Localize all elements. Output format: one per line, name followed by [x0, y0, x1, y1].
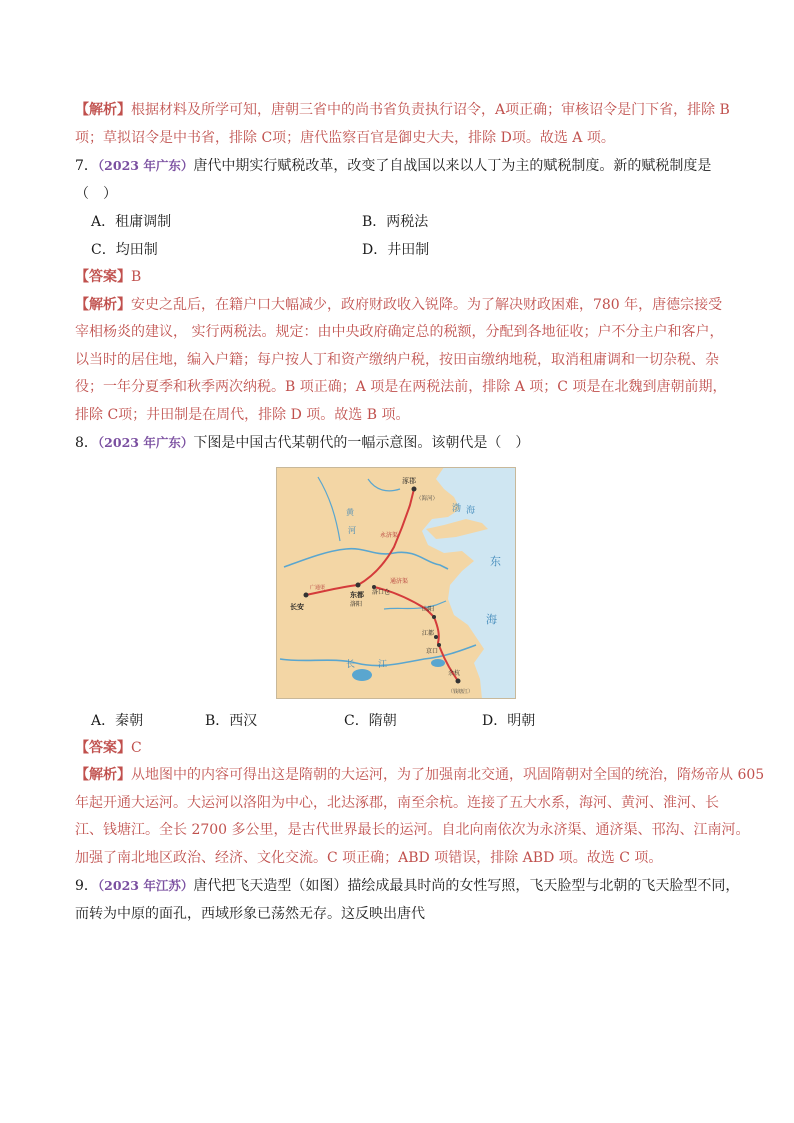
q9-number: 9． — [75, 878, 98, 894]
q8-analysis-line-3: 江、钱塘江。全长 2700 多公里，是古代世界最长的运河。自北向南依次为永济渠、通济渠、邗沟、江南河。 — [75, 822, 750, 838]
label-shanyang: 山阳 — [422, 605, 435, 613]
q8-stem-text: 下图是中国古代某朝代的一幅示意图。该朝代是（ ） — [193, 435, 530, 451]
changan-marker — [304, 592, 309, 597]
label-tongjiqu: 通济渠 — [390, 577, 409, 585]
document-page — [75, 97, 765, 928]
q8-option-c: C．隋朝 — [344, 712, 397, 729]
label-luoyang: 洛阳 — [350, 600, 363, 608]
q7-stem-line-1 — [75, 152, 725, 181]
zhuojun-marker — [412, 486, 417, 491]
label-bohai-2: 海 — [466, 505, 476, 516]
label-dongdu: 东都 — [350, 590, 364, 599]
q8-analysis-line-1 — [75, 762, 765, 790]
shanyang-marker — [432, 615, 436, 619]
q7-option-a: A．租庸调制 — [91, 214, 172, 230]
q6-analysis-line-2: 项；草拟诏令是中书省，排除 C项；唐代监察百官是御史大夫，排除 D项。故选 A 项。 — [75, 129, 615, 146]
luoyang-marker — [356, 582, 361, 587]
label-jiang: 江 — [378, 659, 388, 670]
label-jiangdu: 江都 — [422, 629, 435, 637]
q8-analysis-text-1: 从地图中的内容可得出这是隋朝的大运河，为了加强南北交通，巩固隋朝对全国的统治，隋炀帝从 605 — [131, 767, 765, 783]
q7-stem-text: 唐代中期实行赋税改革，改变了自战国以来以人丁为主的赋税制度。新的赋税制度是 — [193, 158, 712, 174]
label-dong: 东 — [490, 554, 501, 568]
analysis-label: 【解析】 — [75, 296, 131, 313]
q8-analysis-line-2: 年起开通大运河。大运河以洛阳为中心，北达涿郡，南至余杭。连接了五大水系，海河、黄河、淮河、长 — [75, 794, 719, 811]
q6-analysis-text-1: 根据材料及所学可知，唐朝三省中的尚书省负责执行诏令，A项正确；审核诏令是门下省，排除 B — [131, 102, 730, 118]
q9-stem-line-1 — [75, 872, 740, 901]
jiangdu-marker — [434, 635, 438, 639]
label-jingkou: 京口 — [426, 647, 439, 655]
lake-dongting — [352, 669, 372, 681]
q7-stem-line-2: （ ） — [75, 185, 117, 202]
q9-stem-line-2: 而转为中原的面孔，西域形象已荡然无存。这反映出唐代 — [75, 905, 425, 922]
label-changan: 长安 — [290, 602, 304, 611]
label-luokoucang: 洛口仓 — [372, 588, 391, 596]
q7-option-c: C．均田制 — [91, 242, 158, 258]
q7-number: 7． — [75, 158, 98, 174]
q7-options-row-1 — [75, 208, 725, 236]
label-zhuojun: 涿郡 — [402, 476, 416, 485]
label-hai: 海 — [486, 612, 497, 626]
label-haihe: （海河） — [416, 495, 439, 502]
q8-option-a: A．秦朝 — [91, 712, 144, 729]
q7-source: （2023 年广东） — [97, 158, 194, 173]
q7-analysis-line-2: 宰相杨炎的建议， 实行两税法。规定：由中央政府确定总的税额，分配到各地征收；户不分主户和客户， — [75, 324, 724, 340]
label-yuhang: 余杭 — [448, 669, 461, 677]
lake-poyang — [431, 659, 445, 667]
q7-analysis-line-3: 以当时的居住地，编入户籍；每户按人丁和资产缴纳户税，按田亩缴纳地税，取消租庸调和一切杂税、杂 — [75, 351, 719, 368]
label-huang: 黄 — [346, 507, 354, 517]
q7-analysis-line-5: 排除 C项；井田制是在周代，排除 D 项。故选 B 项。 — [75, 406, 410, 423]
answer-label: 【答案】 — [75, 739, 131, 756]
q9-stem-text: 唐代把飞天造型（如图）描绘成最具时尚的女性写照，飞天脸型与北朝的飞天脸型不同， — [193, 878, 740, 894]
label-bohai-1: 渤 — [452, 503, 462, 514]
jingkou-marker — [437, 643, 441, 647]
q8-answer-value: C — [131, 739, 142, 756]
q8-analysis-line-4: 加强了南北地区政治、经济、文化交流。C 项正确；ABD 项错误，排除 ABD 项。故选 C 项。 — [75, 849, 663, 866]
label-guangtongqu: 广通渠 — [310, 584, 326, 591]
q9-source: （2023 年江苏） — [97, 878, 194, 893]
q7-option-b: B．两税法 — [362, 214, 429, 230]
q7-option-d: D．井田制 — [362, 242, 430, 258]
answer-label: 【答案】 — [75, 269, 131, 285]
q7-analysis-line-1 — [75, 292, 725, 320]
q7-answer — [75, 264, 725, 292]
q8-stem — [75, 429, 725, 458]
label-he: 河 — [348, 525, 356, 535]
analysis-label: 【解析】 — [75, 767, 131, 783]
q7-analysis-line-4: 役；一年分夏季和秋季两次纳税。B 项正确；A 项是在两税法前，排除 A 项；C 项是在北魏到唐朝前期， — [75, 379, 727, 395]
label-chang: 长 — [346, 659, 356, 670]
q8-option-d: D．明朝 — [482, 712, 536, 729]
q7-answer-value: B — [131, 269, 142, 285]
yuhang-marker — [456, 678, 461, 683]
label-yongjiqu: 永济渠 — [380, 531, 399, 539]
grand-canal-map-svg — [276, 467, 516, 699]
analysis-label: 【解析】 — [75, 102, 131, 118]
q8-answer — [75, 735, 725, 763]
q8-number: 8． — [75, 435, 98, 451]
label-qiantang: （钱塘江） — [448, 688, 474, 695]
q8-options — [75, 707, 725, 735]
q6-analysis-line-1 — [75, 97, 730, 125]
q8-source: （2023 年广东） — [97, 435, 194, 450]
q8-option-b: B．西汉 — [205, 712, 258, 729]
q7-analysis-text-1: 安史之乱后，在籍户口大幅减少，政府财政收入锐降。为了解决财政困难，780 年，唐德宗接受 — [131, 296, 723, 313]
grand-canal-map — [276, 467, 516, 699]
q7-options-row-2 — [75, 236, 725, 264]
